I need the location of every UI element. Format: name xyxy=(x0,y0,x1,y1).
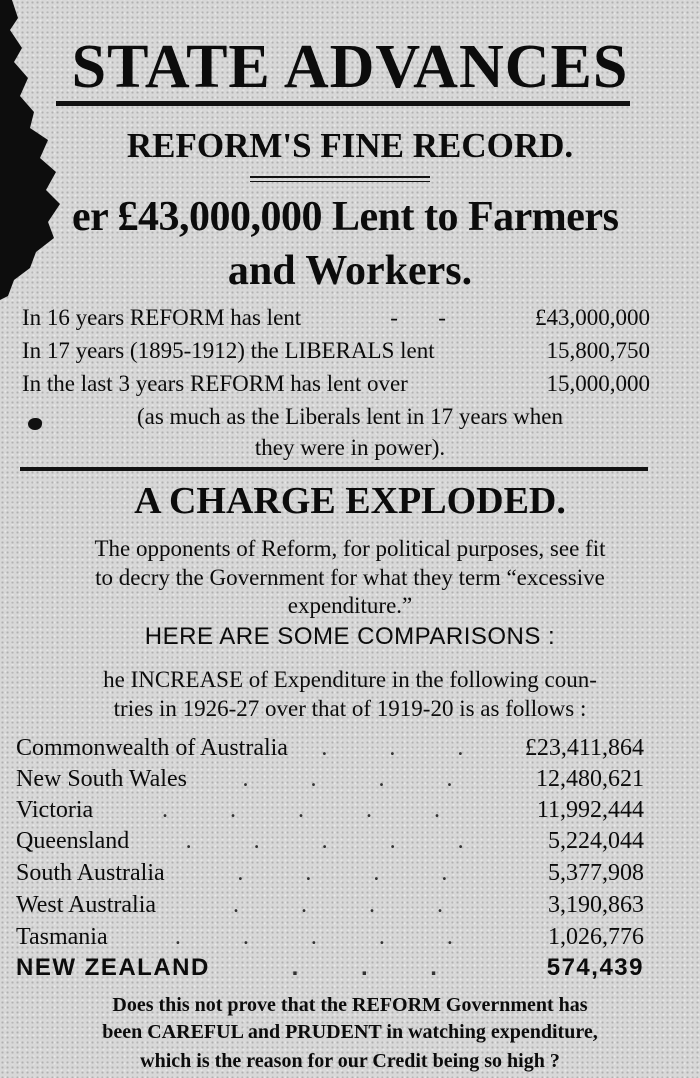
expenditure-amount: 5,224,044 xyxy=(548,828,644,854)
expenditure-row xyxy=(16,798,644,822)
headline-rule xyxy=(56,101,630,106)
country-name: Commonwealth of Australia xyxy=(16,735,288,761)
footer-line2: been CAREFUL and PRUDENT in watching expenditure, xyxy=(102,1021,598,1043)
lent-headline-line2: and Workers. xyxy=(227,248,473,294)
expenditure-row xyxy=(16,767,644,791)
country-name: Victoria xyxy=(16,797,94,823)
note-line1: (as much as the Liberals lent in 17 years when xyxy=(136,404,563,429)
expenditure-amount: £23,411,864 xyxy=(524,735,644,761)
expenditure-row-highlight xyxy=(16,956,644,980)
lending-label: In 16 years REFORM has lent xyxy=(22,305,302,330)
country-name: Queensland xyxy=(16,828,130,854)
lending-row xyxy=(22,372,650,395)
lending-label: In 17 years (1895-1912) the LIBERALS lent xyxy=(22,338,435,363)
lending-leader: - - xyxy=(390,305,446,330)
ornament-rule-top xyxy=(250,176,430,178)
dot-leader: . . . . . xyxy=(162,797,469,823)
footer-line3: which is the reason for our Credit being so high ? xyxy=(140,1050,560,1072)
country-name: West Australia xyxy=(16,892,157,918)
dot-leader: . . . . xyxy=(242,766,481,792)
expenditure-row xyxy=(16,925,644,949)
lending-amount: £43,000,000 xyxy=(535,305,650,330)
dot-leader: . . . xyxy=(291,954,465,981)
subheading: REFORM'S FINE RECORD. xyxy=(126,126,574,165)
country-name: NEW ZEALAND xyxy=(16,954,210,981)
expenditure-amount: 1,026,776 xyxy=(548,924,644,950)
charge-heading: A CHARGE EXPLODED. xyxy=(134,480,566,522)
comparisons-heading: HERE ARE SOME COMPARISONS : xyxy=(144,623,556,650)
country-name: New South Wales xyxy=(16,766,187,792)
expenditure-row xyxy=(16,736,644,760)
country-name: Tasmania xyxy=(16,924,108,950)
lending-amount: 15,000,000 xyxy=(546,371,650,396)
dot-leader: . . . . xyxy=(233,892,472,918)
dot-leader: . . . . xyxy=(237,860,476,886)
para-line3: expenditure.” xyxy=(287,593,413,618)
increase-line2: tries in 1926-27 over that of 1919-20 is as follows : xyxy=(113,696,587,721)
headline: STATE ADVANCES xyxy=(71,33,629,101)
increase-line1: he INCREASE of Expenditure in the following coun- xyxy=(103,667,597,692)
country-name: South Australia xyxy=(16,860,165,886)
para-line2: to decry the Government for what they term “excessive xyxy=(95,565,605,590)
footer-line1: Does this not prove that the REFORM Government has xyxy=(112,994,588,1016)
expenditure-row xyxy=(16,893,644,917)
lending-row xyxy=(22,339,650,362)
lending-amount: 15,800,750 xyxy=(546,338,650,363)
dot-leader: . . . . . xyxy=(185,828,492,854)
expenditure-row xyxy=(16,861,644,885)
lending-label: In the last 3 years REFORM has lent over xyxy=(22,371,408,396)
note-line2: they were in power). xyxy=(254,435,446,460)
lending-row xyxy=(22,306,650,329)
para-line1: The opponents of Reform, for political purposes, see fit xyxy=(94,536,606,561)
expenditure-amount: 12,480,621 xyxy=(536,766,644,792)
expenditure-amount: 5,377,908 xyxy=(548,860,644,886)
expenditure-amount: 574,439 xyxy=(546,954,644,981)
section-rule xyxy=(20,467,648,471)
expenditure-amount: 3,190,863 xyxy=(548,892,644,918)
ornament-rule-bottom xyxy=(250,181,430,182)
dot-leader: . . . . . xyxy=(174,924,481,950)
lent-headline-line1: er £43,000,000 Lent to Farmers xyxy=(72,194,619,240)
expenditure-amount: 11,992,444 xyxy=(536,797,644,823)
dot-leader: . . . xyxy=(321,735,492,761)
expenditure-row xyxy=(16,829,644,853)
